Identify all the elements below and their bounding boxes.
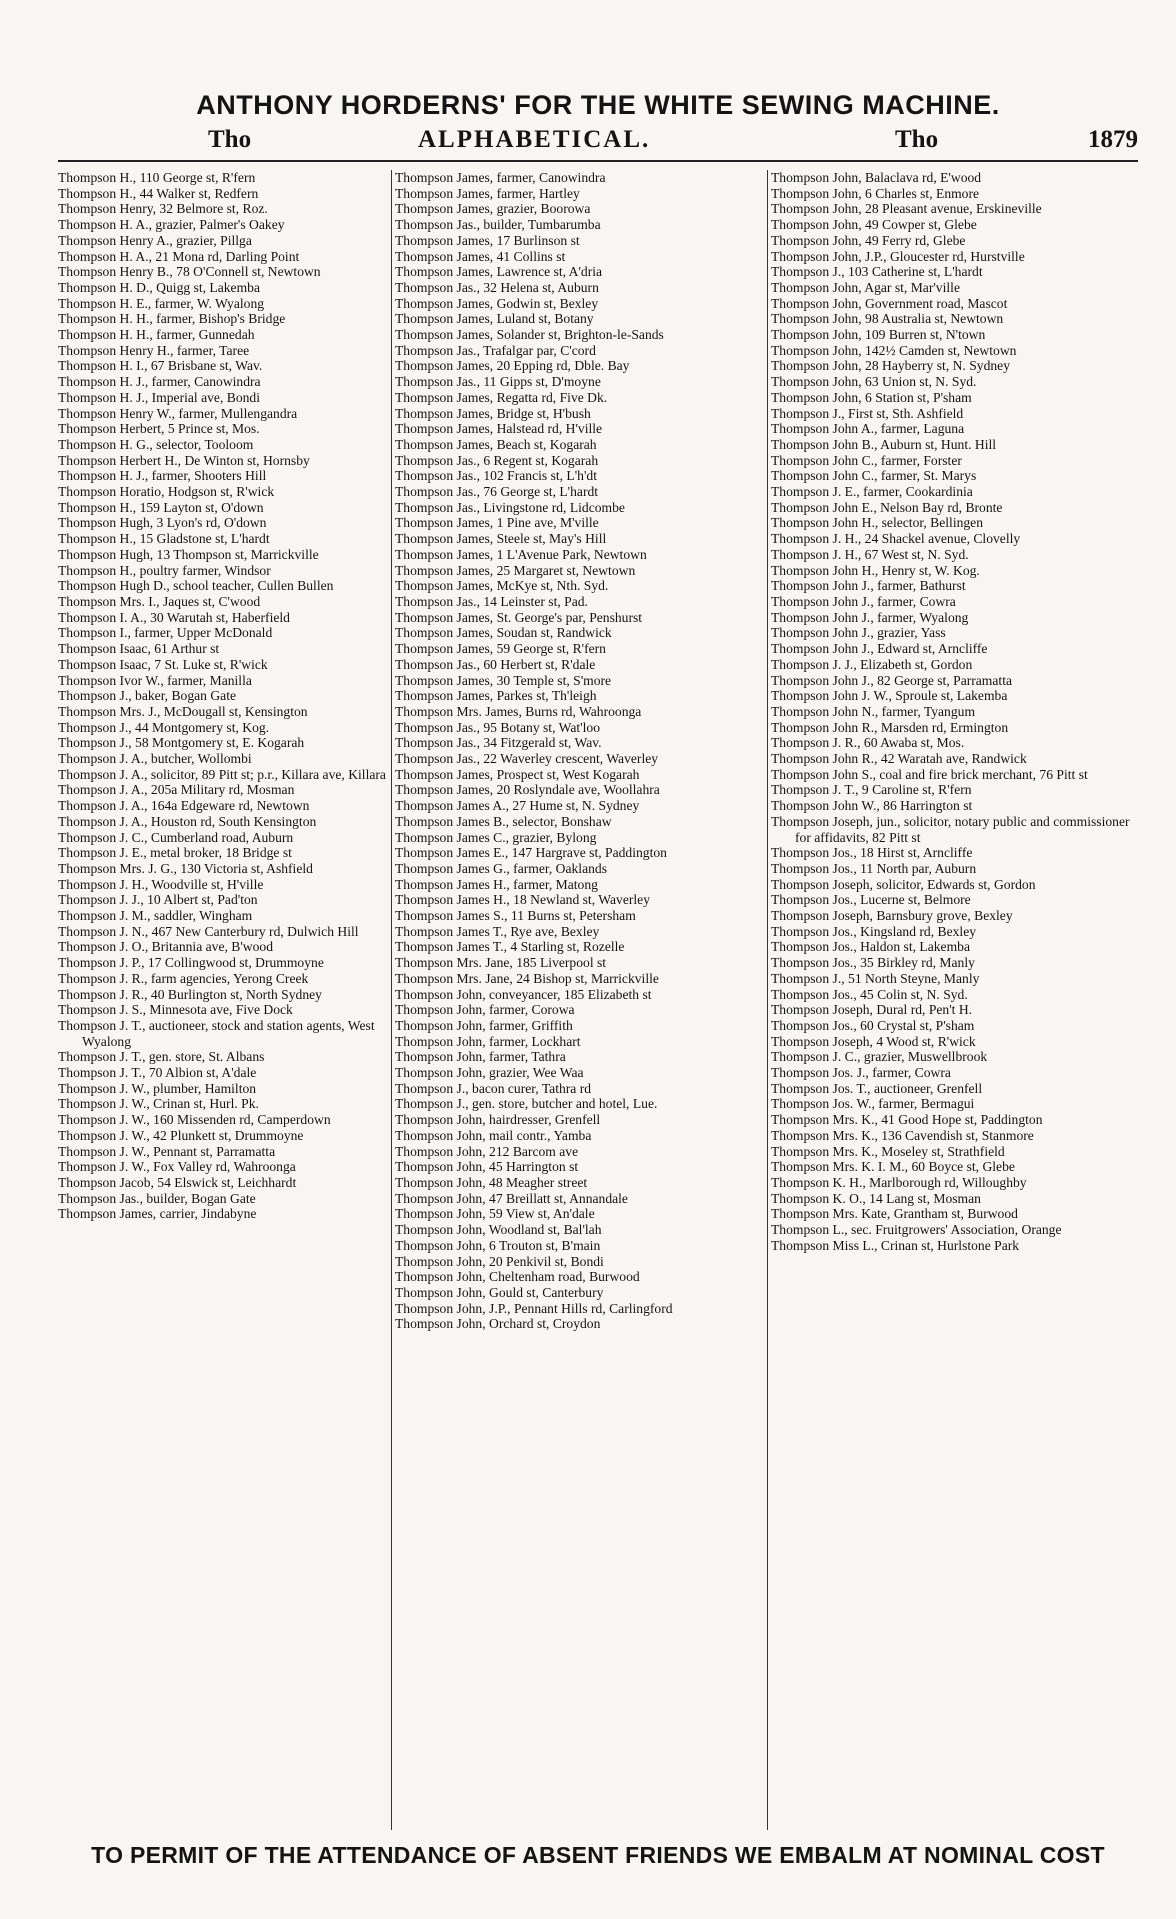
- directory-entry: Thompson Jas., 11 Gipps st, D'moyne: [395, 374, 601, 390]
- directory-entry: Thompson John, 49 Ferry rd, Glebe: [771, 232, 966, 248]
- directory-entry: Thompson J. W., Fox Valley rd, Wahroonga: [58, 1159, 296, 1175]
- directory-entry: Thompson Jos., 45 Colin st, N. Syd.: [771, 986, 968, 1002]
- directory-entry: Thompson J., 51 North Steyne, Manly: [771, 970, 980, 986]
- directory-entry: Thompson J. W., Pennant st, Parramatta: [58, 1143, 276, 1159]
- directory-entry: Thompson H., 15 Gladstone st, L'hardt: [58, 531, 270, 547]
- directory-entry: Thompson John J., farmer, Wyalong: [771, 609, 969, 625]
- directory-entry: Thompson John, 6 Charles st, Enmore: [771, 185, 980, 201]
- directory-entry: Thompson J. M., saddler, Wingham: [58, 908, 253, 924]
- directory-entry: Thompson J., 58 Montgomery st, E. Kogarah: [58, 735, 305, 751]
- directory-entry: Thompson Jas., 60 Herbert st, R'dale: [395, 656, 596, 672]
- directory-entry: Thompson Mrs. K., Moseley st, Strathfield: [771, 1143, 1005, 1159]
- directory-entry: Thompson Jas., 6 Regent st, Kogarah: [395, 452, 599, 468]
- directory-entry: Thompson H., poultry farmer, Windsor: [58, 562, 271, 578]
- directory-entry: Thompson James T., 4 Starling st, Rozelle: [395, 939, 625, 955]
- directory-entry: Thompson John B., Auburn st, Hunt. Hill: [771, 436, 997, 452]
- directory-entry: Thompson Mrs. Jane, 24 Bishop st, Marrickville: [395, 970, 659, 986]
- directory-entry: Thompson James, 1 Pine ave, M'ville: [395, 515, 599, 531]
- directory-entry: Thompson James, 20 Epping rd, Dble. Bay: [395, 358, 630, 374]
- directory-entry: Thompson John J., farmer, Bathurst: [771, 578, 966, 594]
- directory-entry: Thompson John, Agar st, Mar'ville: [771, 279, 960, 295]
- directory-entry: Thompson James, farmer, Canowindra: [395, 170, 606, 185]
- directory-entry: Thompson Jas., 95 Botany st, Wat'loo: [395, 719, 601, 735]
- directory-entry: Thompson John, conveyancer, 185 Elizabeth st: [395, 986, 652, 1002]
- directory-entry: Thompson James, Regatta rd, Five Dk.: [395, 389, 608, 405]
- directory-entry: Thompson James, Bridge st, H'bush: [395, 405, 591, 421]
- directory-entry: Thompson J., 103 Catherine st, L'hardt: [771, 264, 983, 280]
- directory-entry: Thompson John, J.P., Gloucester rd, Hurstville: [771, 248, 1025, 264]
- directory-entry: Thompson Jas., builder, Tumbarumba: [395, 217, 601, 233]
- directory-entry: Thompson L., sec. Fruitgrowers' Association, Orange: [771, 1222, 1062, 1238]
- directory-entry: Thompson Henry, 32 Belmore st, Roz.: [58, 201, 268, 217]
- directory-entry: Thompson Jas., Trafalgar par, C'cord: [395, 342, 596, 358]
- directory-entry: Thompson J. O., Britannia ave, B'wood: [58, 939, 274, 955]
- directory-entry: Thompson J. R., 60 Awaba st, Mos.: [771, 735, 965, 751]
- directory-entry: Thompson Mrs. K., 136 Cavendish st, Stanmore: [771, 1127, 1034, 1143]
- directory-entry: Thompson John R., 42 Waratah ave, Randwick: [771, 751, 1027, 767]
- directory-entry: Thompson John, farmer, Griffith: [395, 1017, 573, 1033]
- directory-entry: Thompson Joseph, Dural rd, Pen't H.: [771, 1002, 973, 1018]
- directory-entry: Thompson Joseph, jun., solicitor, notary public and commissioner for affidavits, 82 Pitt st: [771, 813, 1130, 845]
- directory-entry: Thompson Jos., Lucerne st, Belmore: [771, 892, 971, 908]
- directory-entry: Thompson John, 212 Barcom ave: [395, 1143, 579, 1159]
- directory-entry: Thompson John, 6 Trouton st, B'main: [395, 1237, 601, 1253]
- directory-entry: Thompson John J., farmer, Cowra: [771, 593, 956, 609]
- directory-entry: Thompson James G., farmer, Oaklands: [395, 860, 607, 876]
- directory-entry: Thompson John W., 86 Harrington st: [771, 798, 973, 814]
- directory-entry: Thompson Jas., 22 Waverley crescent, Waverley: [395, 751, 659, 767]
- directory-entry: Thompson Hugh, 13 Thompson st, Marrickville: [58, 546, 319, 562]
- directory-entry: Thompson John, J.P., Pennant Hills rd, Carlingford: [395, 1300, 673, 1316]
- directory-entry: Thompson James C., grazier, Bylong: [395, 829, 597, 845]
- directory-entry: Thompson K. H., Marlborough rd, Willoughby: [771, 1175, 1027, 1190]
- directory-entry: Thompson John, farmer, Lockhart: [395, 1033, 581, 1049]
- directory-entry: Thompson J., baker, Bogan Gate: [58, 688, 237, 704]
- column-divider: [391, 170, 392, 1830]
- directory-entry: Thompson John A., farmer, Laguna: [771, 421, 965, 437]
- directory-entry: Thompson John J. W., Sproule st, Lakemba: [771, 688, 1008, 704]
- directory-entry: Thompson Herbert, 5 Prince st, Mos.: [58, 421, 260, 437]
- directory-entry: Thompson John, 28 Pleasant avenue, Erskineville: [771, 201, 1042, 217]
- directory-entry: Thompson H. E., farmer, W. Wyalong: [58, 295, 265, 311]
- directory-entry: Thompson J. H., 24 Shackel avenue, Clovelly: [771, 531, 1021, 547]
- directory-entry: Thompson J., bacon curer, Tathra rd: [395, 1080, 592, 1096]
- directory-entry: Thompson John, 59 View st, An'dale: [395, 1206, 595, 1222]
- directory-entry: Thompson J. S., Minnesota ave, Five Dock: [58, 1002, 293, 1018]
- directory-entry: Thompson Isaac, 7 St. Luke st, R'wick: [58, 656, 268, 672]
- directory-entry: Thompson H. I., 67 Brisbane st, Wav.: [58, 358, 263, 374]
- directory-entry: Thompson John J., 82 George st, Parramatta: [771, 672, 1013, 688]
- directory-entry: Thompson J. J., 10 Albert st, Pad'ton: [58, 892, 258, 908]
- directory-entry: Thompson John J., Edward st, Arncliffe: [771, 641, 988, 657]
- directory-entry: Thompson Ivor W., farmer, Manilla: [58, 672, 252, 688]
- directory-entry: Thompson James, 59 George st, R'fern: [395, 641, 606, 657]
- directory-entry: Thompson Mrs. K., 41 Good Hope st, Paddington: [771, 1112, 1043, 1128]
- directory-entry: Thompson James, 17 Burlinson st: [395, 232, 580, 248]
- directory-entry: Thompson J. A., solicitor, 89 Pitt st; p.r., Killara ave, Killara: [58, 766, 386, 782]
- directory-entry: Thompson J. P., 17 Collingwood st, Drummoyne: [58, 955, 324, 971]
- directory-entry: Thompson Mrs. J. G., 130 Victoria st, Ashfield: [58, 860, 313, 876]
- directory-entry: Thompson Jos., 60 Crystal st, P'sham: [771, 1017, 975, 1033]
- directory-entry: Thompson J. H., Woodville st, H'ville: [58, 876, 264, 892]
- directory-entry: Thompson J. J., Elizabeth st, Gordon: [771, 656, 973, 672]
- directory-entry: Thompson James, Solander st, Brighton-le-Sands: [395, 327, 664, 343]
- directory-entry: Thompson J. H., 67 West st, N. Syd.: [771, 546, 969, 562]
- directory-entry: Thompson John, 45 Harrington st: [395, 1159, 579, 1175]
- directory-entry: Thompson John, hairdresser, Grenfell: [395, 1112, 601, 1128]
- directory-entry: Thompson Hugh D., school teacher, Cullen Bullen: [58, 578, 334, 594]
- directory-entry: Thompson J. E., metal broker, 18 Bridge st: [58, 845, 292, 861]
- directory-entry: Thompson John, mail contr., Yamba: [395, 1127, 592, 1143]
- directory-entry: Thompson John, farmer, Tathra: [395, 1049, 566, 1065]
- directory-entry: Thompson J. A., 205a Military rd, Mosman: [58, 782, 295, 798]
- directory-entry: Thompson John E., Nelson Bay rd, Bronte: [771, 499, 1003, 515]
- directory-entry: Thompson J., First st, Sth. Ashfield: [771, 405, 964, 421]
- top-advertisement-banner: ANTHONY HORDERNS' FOR THE WHITE SEWING MACHINE.: [196, 90, 1000, 120]
- directory-entry: Thompson Jos., Haldon st, Lakemba: [771, 939, 970, 955]
- directory-entry: Thompson J. T., auctioneer, stock and station agents, West Wyalong: [58, 1017, 375, 1049]
- directory-entry: Thompson John N., farmer, Tyangum: [771, 703, 976, 719]
- directory-entry: Thompson Mrs. J., McDougall st, Kensington: [58, 703, 308, 719]
- directory-entry: Thompson John, 109 Burren st, N'town: [771, 327, 986, 343]
- directory-page: [58, 90, 1138, 1880]
- directory-entry: Thompson James H., farmer, Matong: [395, 876, 598, 892]
- directory-entry: Thompson Jos. J., farmer, Cowra: [771, 1065, 951, 1081]
- directory-columns: [58, 170, 1138, 1830]
- directory-entry: Thompson James, 30 Temple st, S'more: [395, 672, 612, 688]
- directory-entry: Thompson J., gen. store, butcher and hotel, Lue.: [395, 1096, 658, 1112]
- directory-entry: Thompson John, 47 Breillatt st, Annandale: [395, 1190, 628, 1206]
- directory-entry: Thompson James E., 147 Hargrave st, Paddington: [395, 845, 667, 861]
- directory-entry: Thompson J. W., Crinan st, Hurl. Pk.: [58, 1096, 259, 1112]
- directory-entry: Thompson John, 6 Station st, P'sham: [771, 389, 972, 405]
- directory-entry: Thompson H. H., farmer, Gunnedah: [58, 327, 255, 343]
- header-year: 1879: [1088, 126, 1138, 153]
- directory-entry: Thompson James, St. George's par, Penshurst: [395, 609, 643, 625]
- directory-entry: Thompson H. J., farmer, Shooters Hill: [58, 468, 267, 484]
- directory-entry: Thompson John, Government road, Mascot: [771, 295, 1008, 311]
- directory-entry: Thompson J. C., Cumberland road, Auburn: [58, 829, 294, 845]
- directory-entry: Thompson H., 110 George st, R'fern: [58, 170, 256, 185]
- directory-entry: Thompson Henry B., 78 O'Connell st, Newtown: [58, 264, 321, 280]
- directory-entry: Thompson Jas., 76 George st, L'hardt: [395, 484, 599, 500]
- directory-entry: Thompson James, farmer, Hartley: [395, 185, 580, 201]
- directory-entry: Thompson H. A., 21 Mona rd, Darling Point: [58, 248, 300, 264]
- directory-entry: Thompson James, grazier, Boorowa: [395, 201, 591, 217]
- directory-entry: Thompson Jas., 102 Francis st, L'h'dt: [395, 468, 598, 484]
- directory-entry: Thompson Jos., 35 Birkley rd, Manly: [771, 955, 975, 971]
- directory-entry: Thompson J. C., grazier, Muswellbrook: [771, 1049, 988, 1065]
- directory-entry: Thompson James, Beach st, Kogarah: [395, 436, 597, 452]
- directory-entry: Thompson James, 41 Collins st: [395, 248, 566, 264]
- directory-entry: Thompson H. G., selector, Tooloom: [58, 436, 254, 452]
- directory-entry: Thompson John, 28 Hayberry st, N. Sydney: [771, 358, 1011, 374]
- directory-entry: Thompson John, 142½ Camden st, Newtown: [771, 342, 1017, 358]
- directory-entry: Thompson John, 48 Meagher street: [395, 1175, 588, 1190]
- column-1: [58, 170, 388, 1830]
- directory-entry: Thompson John R., Marsden rd, Ermington: [771, 719, 1009, 735]
- directory-entry: Thompson H., 159 Layton st, O'down: [58, 499, 264, 515]
- directory-entry: Thompson Herbert H., De Winton st, Hornsby: [58, 452, 310, 468]
- directory-entry: Thompson James H., 18 Newland st, Waverley: [395, 892, 651, 908]
- directory-entry: Thompson Jos. T., auctioneer, Grenfell: [771, 1080, 983, 1096]
- directory-entry: Thompson John C., farmer, Forster: [771, 452, 962, 468]
- column-2: [395, 170, 763, 1830]
- directory-entry: Thompson Mrs. K. I. M., 60 Boyce st, Glebe: [771, 1159, 1015, 1175]
- directory-entry: Thompson Jacob, 54 Elswick st, Leichhardt: [58, 1175, 297, 1190]
- directory-entry: Thompson Miss L., Crinan st, Hurlstone Park: [771, 1237, 1020, 1253]
- directory-entry: Thompson James, Parkes st, Th'leigh: [395, 688, 597, 704]
- directory-entry: Thompson John C., farmer, St. Marys: [771, 468, 977, 484]
- directory-entry: Thompson James, Luland st, Botany: [395, 311, 594, 327]
- directory-entry: Thompson J. W., 42 Plunkett st, Drummoyne: [58, 1127, 304, 1143]
- directory-entry: Thompson James S., 11 Burns st, Petersham: [395, 908, 636, 924]
- directory-entry: Thompson John S., coal and fire brick merchant, 76 Pitt st: [771, 766, 1088, 782]
- directory-entry: Thompson James, 20 Roslyndale ave, Woollahra: [395, 782, 660, 798]
- directory-entry: Thompson James T., Rye ave, Bexley: [395, 923, 600, 939]
- directory-entry: Thompson James, Soudan st, Randwick: [395, 625, 612, 641]
- directory-entry: Thompson James, McKye st, Nth. Syd.: [395, 578, 609, 594]
- directory-entry: Thompson James, 25 Margaret st, Newtown: [395, 562, 636, 578]
- directory-entry: Thompson J. R., farm agencies, Yerong Creek: [58, 970, 309, 986]
- directory-entry: Thompson John, Gould st, Canterbury: [395, 1284, 604, 1300]
- directory-entry: Thompson Jas., 14 Leinster st, Pad.: [395, 593, 588, 609]
- directory-entry: Thompson Joseph, Barnsbury grove, Bexley: [771, 908, 1013, 924]
- column-3: [771, 170, 1138, 1830]
- directory-entry: Thompson Jos. W., farmer, Bermagui: [771, 1096, 975, 1112]
- bottom-advertisement-banner: TO PERMIT OF THE ATTENDANCE OF ABSENT FRIENDS WE EMBALM AT NOMINAL COST: [91, 1842, 1105, 1868]
- directory-entry: Thompson John, 98 Australia st, Newtown: [771, 311, 1004, 327]
- directory-entry: Thompson John, Woodland st, Bal'lah: [395, 1222, 602, 1238]
- directory-entry: Thompson Henry H., farmer, Taree: [58, 342, 250, 358]
- directory-entry: Thompson Joseph, 4 Wood st, R'wick: [771, 1033, 976, 1049]
- directory-entry: Thompson Jas., builder, Bogan Gate: [58, 1190, 256, 1206]
- page-header: [58, 126, 1138, 162]
- directory-entry: Thompson H. D., Quigg st, Lakemba: [58, 279, 260, 295]
- directory-entry: Thompson J. A., Houston rd, South Kensington: [58, 813, 317, 829]
- directory-entry: Thompson James, Halstead rd, H'ville: [395, 421, 603, 437]
- directory-entry: Thompson John, grazier, Wee Waa: [395, 1065, 584, 1081]
- directory-entry: Thompson Henry A., grazier, Pillga: [58, 232, 252, 248]
- header-catchword-left: Tho: [208, 126, 252, 153]
- directory-entry: Thompson Jas., Livingstone rd, Lidcombe: [395, 499, 625, 515]
- directory-entry: Thompson Jos., 11 North par, Auburn: [771, 860, 977, 876]
- directory-entry: Thompson Mrs. Kate, Grantham st, Burwood: [771, 1206, 1018, 1222]
- directory-entry: Thompson James, Steele st, May's Hill: [395, 531, 607, 547]
- directory-entry: Thompson J. T., 70 Albion st, A'dale: [58, 1065, 257, 1081]
- directory-entry: Thompson Mrs. Jane, 185 Liverpool st: [395, 955, 607, 971]
- directory-entry: Thompson H. J., Imperial ave, Bondi: [58, 389, 260, 405]
- directory-entry: Thompson James A., 27 Hume st, N. Sydney: [395, 798, 640, 814]
- directory-entry: Thompson J. E., farmer, Cookardinia: [771, 484, 973, 500]
- directory-entry: Thompson H. H., farmer, Bishop's Bridge: [58, 311, 286, 327]
- directory-entry: Thompson John, 49 Cowper st, Glebe: [771, 217, 977, 233]
- directory-entry: Thompson J. A., butcher, Wollombi: [58, 751, 252, 767]
- directory-entry: Thompson H., 44 Walker st, Redfern: [58, 185, 259, 201]
- directory-entry: Thompson J. T., 9 Caroline st, R'fern: [771, 782, 972, 798]
- directory-entry: Thompson John, 20 Penkivil st, Bondi: [395, 1253, 604, 1269]
- directory-entry: Thompson Isaac, 61 Arthur st: [58, 641, 220, 657]
- directory-entry: Thompson John H., Henry st, W. Kog.: [771, 562, 980, 578]
- directory-entry: Thompson John, Cheltenham road, Burwood: [395, 1269, 640, 1285]
- directory-entry: Thompson Horatio, Hodgson st, R'wick: [58, 484, 275, 500]
- directory-entry: Thompson J., 44 Montgomery st, Kog.: [58, 719, 270, 735]
- header-catchword-right: Tho: [895, 126, 939, 153]
- header-section-title: ALPHABETICAL.: [418, 126, 651, 153]
- directory-entry: Thompson James, Lawrence st, A'dria: [395, 264, 603, 280]
- directory-entry: Thompson J. W., 160 Missenden rd, Camperdown: [58, 1112, 331, 1128]
- directory-entry: Thompson James, Prospect st, West Kogarah: [395, 766, 640, 782]
- directory-entry: Thompson J. N., 467 New Canterbury rd, Dulwich Hill: [58, 923, 359, 939]
- directory-entry: Thompson Mrs. I., Jaques st, C'wood: [58, 593, 261, 609]
- directory-entry: Thompson I. A., 30 Warutah st, Haberfield: [58, 609, 290, 625]
- directory-entry: Thompson Mrs. James, Burns rd, Wahroonga: [395, 703, 642, 719]
- directory-entry: Thompson Jas., 34 Fitzgerald st, Wav.: [395, 735, 602, 751]
- directory-entry: Thompson James B., selector, Bonshaw: [395, 813, 612, 829]
- directory-entry: Thompson John, farmer, Corowa: [395, 1002, 575, 1018]
- directory-entry: Thompson I., farmer, Upper McDonald: [58, 625, 273, 641]
- directory-entry: Thompson Jas., 32 Helena st, Auburn: [395, 279, 599, 295]
- directory-entry: Thompson John, Orchard st, Croydon: [395, 1316, 601, 1332]
- directory-entry: Thompson James, Godwin st, Bexley: [395, 295, 599, 311]
- directory-entry: Thompson John H., selector, Bellingen: [771, 515, 984, 531]
- directory-entry: Thompson H. J., farmer, Canowindra: [58, 374, 261, 390]
- directory-entry: Thompson James, carrier, Jindabyne: [58, 1206, 257, 1222]
- directory-entry: Thompson K. O., 14 Lang st, Mosman: [771, 1190, 981, 1206]
- directory-entry: Thompson J. T., gen. store, St. Albans: [58, 1049, 265, 1065]
- column-divider: [767, 170, 768, 1830]
- directory-entry: Thompson Jos., 18 Hirst st, Arncliffe: [771, 845, 973, 861]
- directory-entry: Thompson J. A., 164a Edgeware rd, Newtown: [58, 798, 310, 814]
- directory-entry: Thompson Jos., Kingsland rd, Bexley: [771, 923, 977, 939]
- directory-entry: Thompson J. W., plumber, Hamilton: [58, 1080, 257, 1096]
- directory-entry: Thompson Joseph, solicitor, Edwards st, Gordon: [771, 876, 1036, 892]
- directory-entry: Thompson J. R., 40 Burlington st, North Sydney: [58, 986, 322, 1002]
- directory-entry: Thompson Henry W., farmer, Mullengandra: [58, 405, 298, 421]
- directory-entry: Thompson James, 1 L'Avenue Park, Newtown: [395, 546, 647, 562]
- directory-entry: Thompson H. A., grazier, Palmer's Oakey: [58, 217, 285, 233]
- directory-entry: Thompson John, Balaclava rd, E'wood: [771, 170, 982, 185]
- directory-entry: Thompson John J., grazier, Yass: [771, 625, 946, 641]
- directory-entry: Thompson John, 63 Union st, N. Syd.: [771, 374, 977, 390]
- directory-entry: Thompson Hugh, 3 Lyon's rd, O'down: [58, 515, 267, 531]
